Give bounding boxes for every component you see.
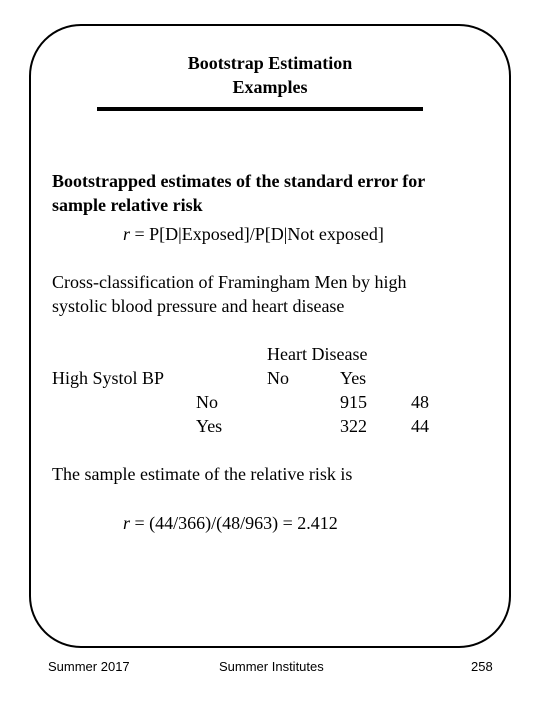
table-col-no: No bbox=[267, 368, 289, 388]
table-cell-no-no: 915 bbox=[340, 392, 367, 412]
table-row-header: High Systol BP bbox=[52, 368, 165, 388]
relative-risk-formula bbox=[123, 222, 384, 246]
formula-variable: r bbox=[123, 224, 131, 244]
estimate-variable: r bbox=[123, 513, 131, 533]
formula-expression: = P[D|Exposed]/P[D|Not exposed] bbox=[130, 224, 384, 244]
cross-classification-line1: Cross-classification of Framingham Men by high bbox=[52, 272, 407, 292]
table-row-label-yes: Yes bbox=[196, 416, 223, 436]
table-column-header: Heart Disease bbox=[267, 344, 368, 364]
footer-date: Summer 2017 bbox=[48, 659, 130, 674]
cross-classification-line2: systolic blood pressure and heart disease bbox=[52, 296, 345, 316]
heading-line1: Bootstrapped estimates of the standard error for bbox=[52, 171, 426, 191]
sample-estimate-text: The sample estimate of the relative risk is bbox=[52, 464, 353, 484]
table-cell-no-yes: 48 bbox=[411, 392, 429, 412]
slide-frame bbox=[29, 24, 511, 648]
heading-line2: sample relative risk bbox=[52, 195, 203, 215]
slide-title-line2: Examples bbox=[232, 77, 308, 97]
estimate-expression: = (44/366)/(48/963) = 2.412 bbox=[130, 513, 338, 533]
table-col-yes: Yes bbox=[340, 368, 367, 388]
table-row-label-no: No bbox=[196, 392, 218, 412]
slide-title-line1: Bootstrap Estimation bbox=[187, 53, 353, 73]
page-number: 258 bbox=[471, 659, 493, 674]
footer-event: Summer Institutes bbox=[219, 659, 324, 674]
estimate-formula bbox=[123, 511, 338, 535]
title-divider bbox=[97, 107, 423, 111]
table-cell-yes-no: 322 bbox=[340, 416, 367, 436]
table-cell-yes-yes: 44 bbox=[411, 416, 429, 436]
